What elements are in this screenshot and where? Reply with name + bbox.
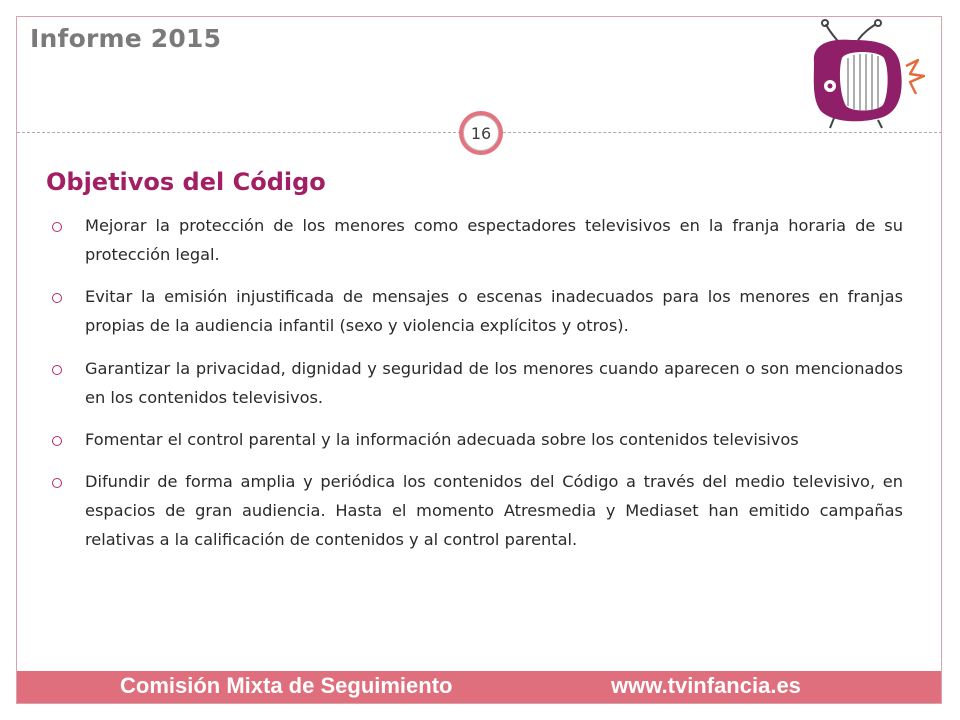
list-item: [50, 211, 903, 269]
footer-organization: Comisión Mixta de Seguimiento: [120, 673, 453, 698]
hollow-circle-bullet-icon: [52, 365, 62, 375]
list-item: [50, 282, 903, 340]
footer-website-link[interactable]: www.tvinfancia.es: [611, 673, 801, 698]
list-item: [50, 467, 903, 554]
objectives-list: [50, 211, 903, 568]
bullet-text: Fomentar el control parental y la información adecuada sobre los contenidos televisivos: [85, 429, 799, 449]
section-heading: Objetivos del Código: [46, 168, 326, 196]
list-item: [50, 354, 903, 412]
hollow-circle-bullet-icon: [52, 222, 62, 232]
page-number-badge: [459, 111, 503, 155]
tv-logo-icon: [800, 18, 928, 130]
report-title: Informe 2015: [30, 24, 222, 53]
hollow-circle-bullet-icon: [52, 436, 62, 446]
page-number: 16: [463, 115, 499, 151]
hollow-circle-bullet-icon: [52, 478, 62, 488]
list-item: [50, 425, 903, 454]
bullet-text: Garantizar la privacidad, dignidad y seguridad de los menores cuando aparecen o son mencionados en los contenidos televisivos.: [85, 358, 903, 407]
bullet-text: Mejorar la protección de los menores como espectadores televisivos en la franja horaria de su protección legal.: [85, 216, 903, 265]
bullet-text: Difundir de forma amplia y periódica los contenidos del Código a través del medio televisivo, en espacios de gran audiencia. Hasta el momento Atresmedia y Mediaset han emitido campañas relativas a la calificación de contenidos y al control parental.: [85, 472, 903, 550]
bullet-text: Evitar la emisión injustificada de mensajes o escenas inadecuados para los menores en franjas propias de la audiencia infantil (sexo y violencia explícitos y otros).: [85, 287, 903, 336]
hollow-circle-bullet-icon: [52, 293, 62, 303]
footer-bar: [17, 671, 941, 703]
